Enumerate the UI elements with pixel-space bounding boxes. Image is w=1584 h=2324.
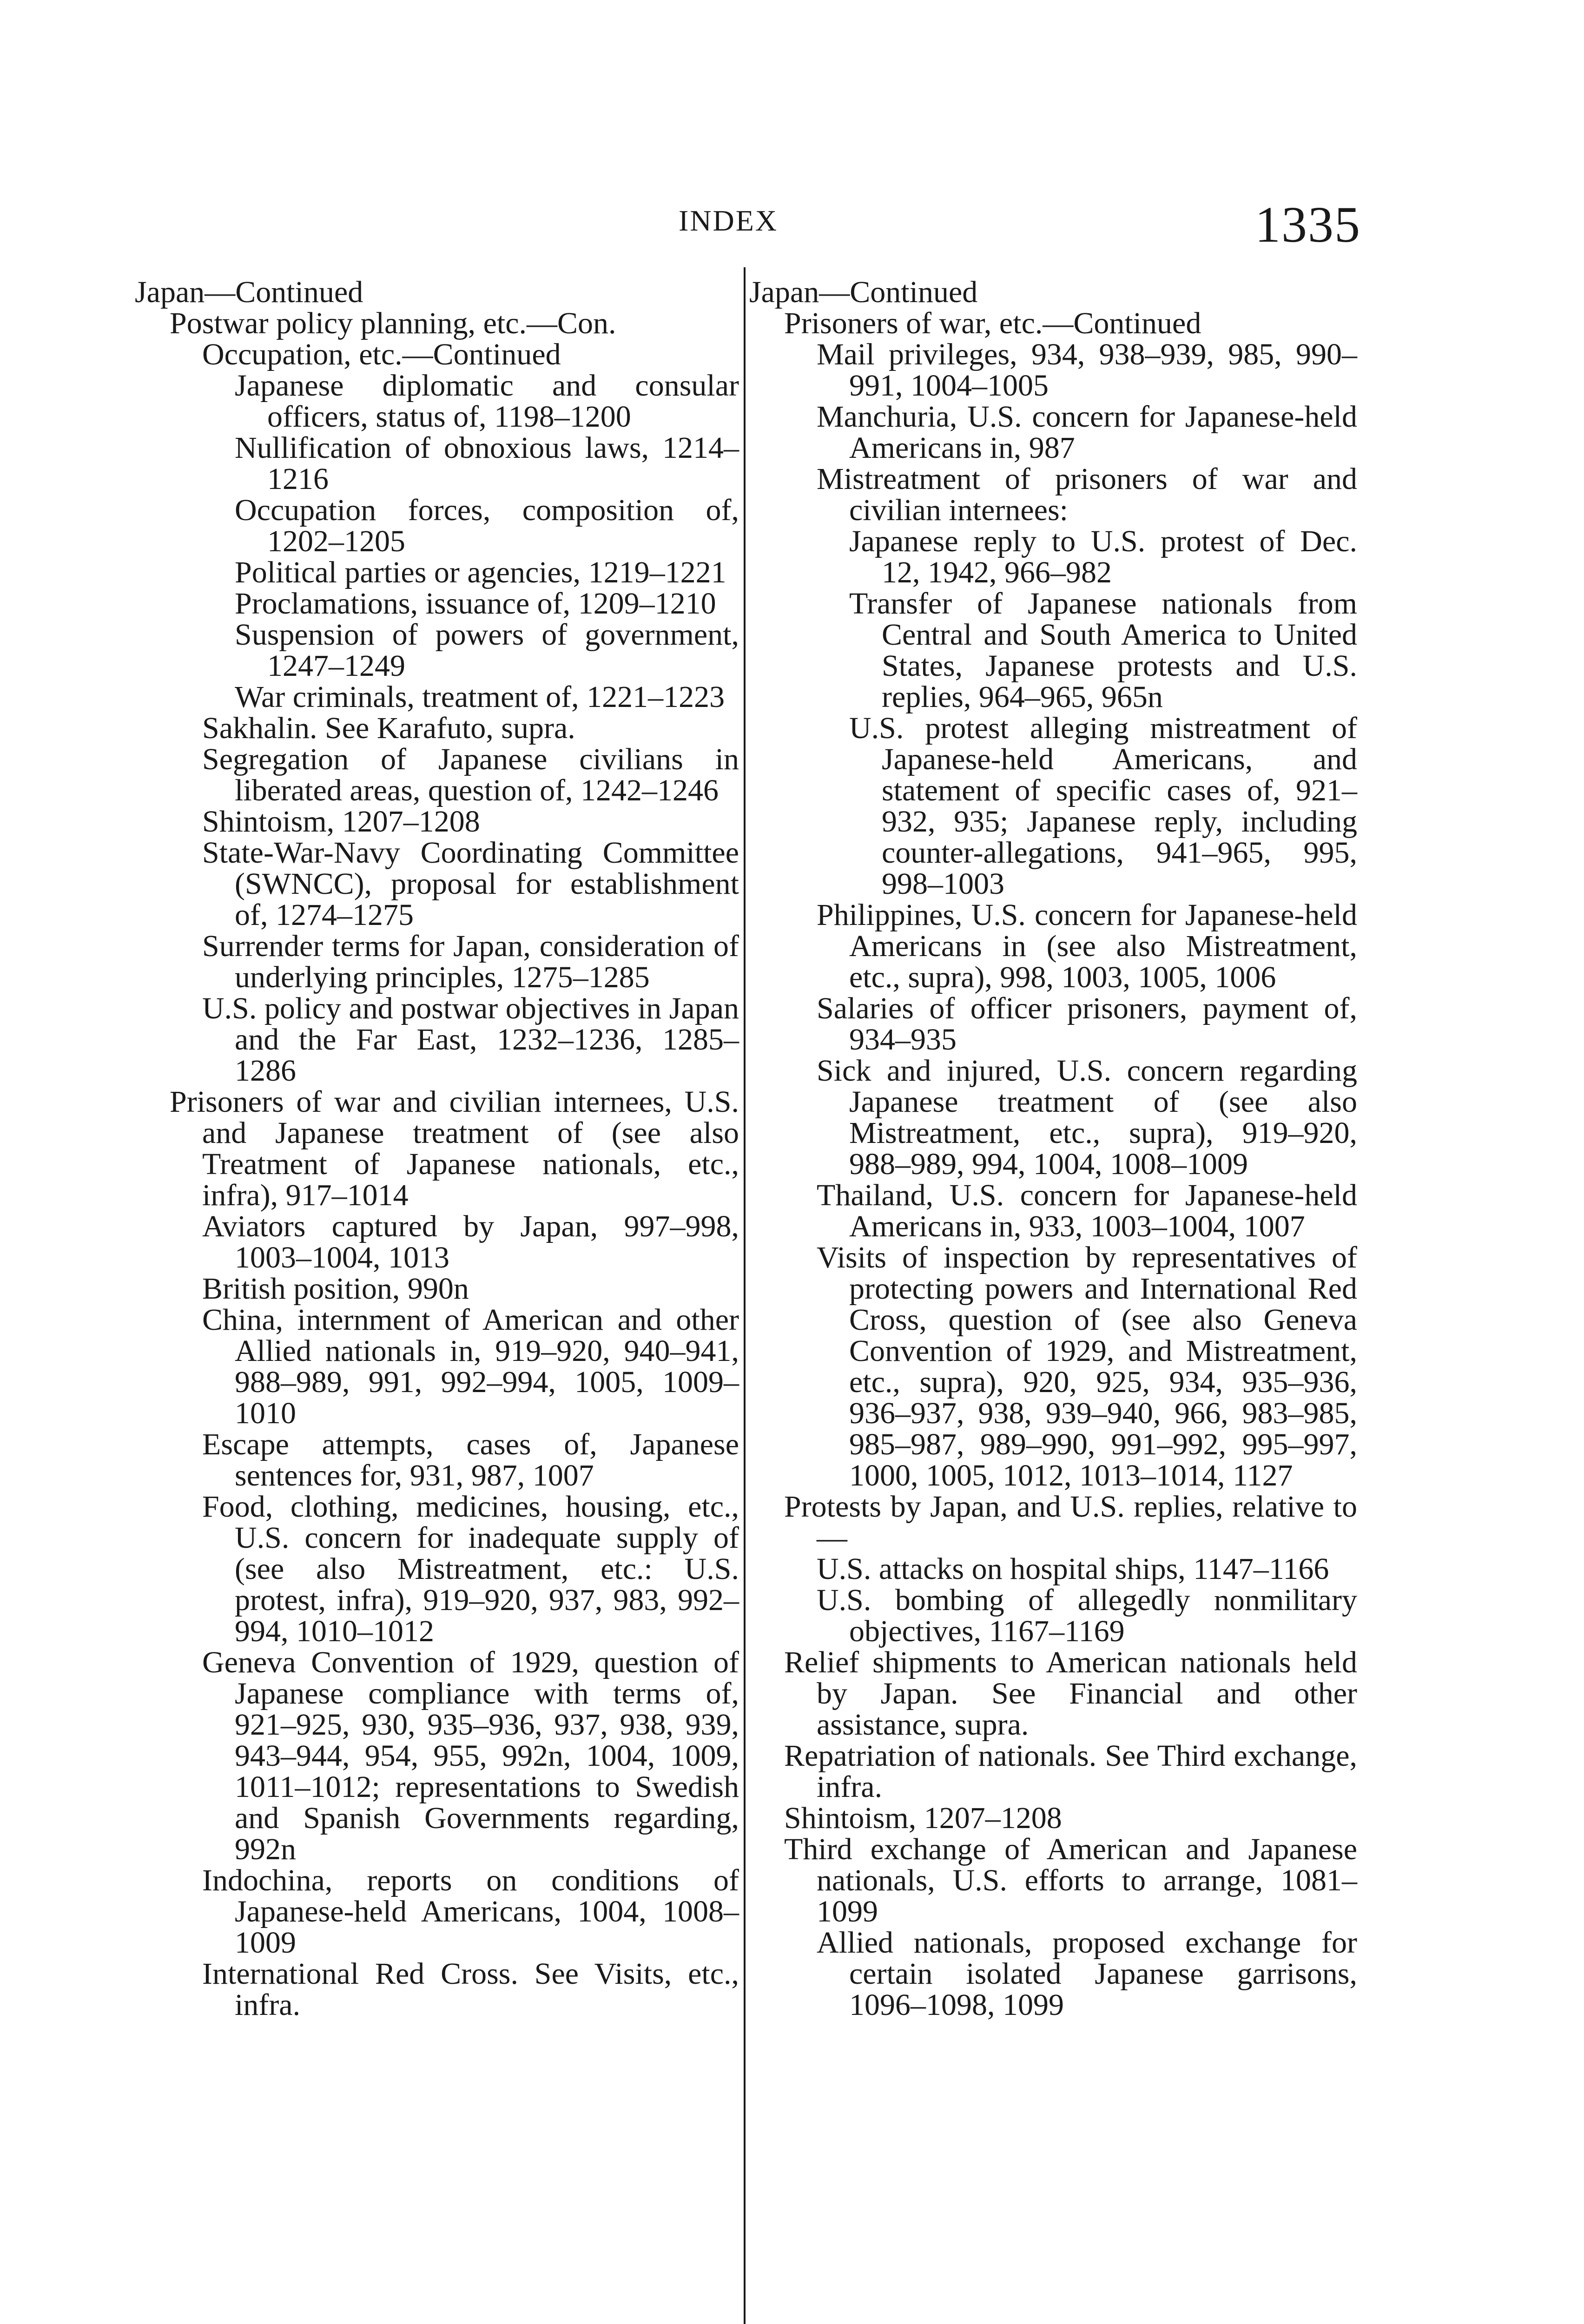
index-entry: Escape attempts, cases of, Japanese sentences for, 931, 987, 1007 — [202, 1427, 739, 1492]
index-entry: Third exchange of American and Japanese nationals, U.S. efforts to arrange, 1081–1099 — [784, 1832, 1357, 1928]
index-entry: Japan—Continued — [749, 275, 978, 309]
index-entry: Shintoism, 1207–1208 — [202, 805, 480, 838]
index-entry: Indochina, reports on conditions of Japanese-held Americans, 1004, 1008–1009 — [202, 1863, 739, 1960]
index-entry: Manchuria, U.S. concern for Japanese-held Americans in, 987 — [817, 400, 1357, 465]
index-entry: Japanese diplomatic and consular officers, status of, 1198–1200 — [235, 369, 739, 434]
index-entry: Geneva Convention of 1929, question of Japanese compliance with terms of, 921–925, 930, 935–936, 937, 938, 939, 943–944, 954, 955, 992n, 1004, 1009, 1011–1012; representations to Swedish and Spanish Governments regarding, 992n — [202, 1645, 739, 1866]
index-entry: China, internment of American and other Allied nationals in, 919–920, 940–941, 988–989, 991, 992–994, 1005, 1009–1010 — [202, 1303, 739, 1430]
index-entry: Mail privileges, 934, 938–939, 985, 990–991, 1004–1005 — [817, 337, 1357, 403]
index-entry: Prisoners of war and civilian internees, U.S. and Japanese treatment of (see also Treatment of Japanese nationals, etc., infra), 917–1014 — [170, 1085, 739, 1212]
index-entry: Japanese reply to U.S. protest of Dec. 12, 1942, 966–982 — [849, 524, 1357, 589]
index-entry: Salaries of officer prisoners, payment of, 934–935 — [817, 991, 1357, 1056]
index-entry: U.S. attacks on hospital ships, 1147–1166 — [817, 1552, 1329, 1586]
index-entry: Occupation, etc.—Continued — [202, 337, 561, 371]
index-entry: Segregation of Japanese civilians in liberated areas, question of, 1242–1246 — [202, 742, 739, 807]
index-entry: U.S. policy and postwar objectives in Japan and the Far East, 1232–1236, 1285–1286 — [202, 991, 739, 1088]
right-index-column — [749, 277, 1357, 2020]
index-entry: Shintoism, 1207–1208 — [784, 1801, 1062, 1835]
page-header — [0, 195, 1584, 256]
index-entry: Postwar policy planning, etc.—Con. — [170, 306, 616, 340]
index-entry: Sick and injured, U.S. concern regarding Japanese treatment of (see also Mistreatment, etc., supra), 919–920, 988–989, 994, 1004, 1008–1009 — [817, 1054, 1357, 1181]
index-entry: Relief shipments to American nationals held by Japan. See Financial and other assistance, supra. — [784, 1645, 1357, 1742]
index-entry: Surrender terms for Japan, consideration of underlying principles, 1275–1285 — [202, 929, 739, 994]
index-entry: Protests by Japan, and U.S. replies, relative to— — [784, 1490, 1357, 1555]
index-entry: Occupation forces, composition of, 1202–1205 — [235, 493, 739, 558]
index-entry: U.S. protest alleging mistreatment of Japanese-held Americans, and statement of specific cases of, 921–932, 935; Japanese reply, including counter-allegations, 941–965, 995, 998–1003 — [849, 711, 1357, 901]
index-entry: Sakhalin. See Karafuto, supra. — [202, 711, 575, 745]
page-number: 1335 — [1255, 196, 1361, 253]
index-entry: British position, 990n — [202, 1272, 469, 1306]
index-entry: Repatriation of nationals. See Third exchange, infra. — [784, 1739, 1357, 1804]
index-entry: Philippines, U.S. concern for Japanese-held Americans in (see also Mistreatment, etc., supra), 998, 1003, 1005, 1006 — [817, 898, 1357, 994]
index-entry: Mistreatment of prisoners of war and civilian internees: — [817, 462, 1357, 527]
index-entry: Japan—Continued — [135, 275, 363, 309]
index-entry: War criminals, treatment of, 1221–1223 — [235, 680, 725, 714]
index-entry: Nullification of obnoxious laws, 1214–1216 — [235, 431, 739, 496]
left-index-column — [135, 277, 739, 2020]
index-entry: Allied nationals, proposed exchange for certain isolated Japanese garrisons, 1096–1098, 1099 — [817, 1926, 1357, 2022]
index-entry: Proclamations, issuance of, 1209–1210 — [235, 587, 716, 621]
index-entry: Food, clothing, medicines, housing, etc., U.S. concern for inadequate supply of (see also Mistreatment, etc.: U.S. protest, infra), 919–920, 937, 983, 992–994, 1010–1012 — [202, 1490, 739, 1648]
index-entry: Prisoners of war, etc.—Continued — [784, 306, 1201, 340]
index-entry: Transfer of Japanese nationals from Central and South America to United States, Japanese protests and U.S. replies, 964–965, 965n — [849, 587, 1357, 714]
index-entry: Visits of inspection by representatives of protecting powers and International Red Cross, question of (see also Geneva Convention of 1929, and Mistreatment, etc., supra), 920, 925, 934, 935–936, 936–937, 938, 939–940, 966, 983–985, 985–987, 989–990, 991–992, 995–997, 1000, 1005, 1012, 1013–1014, 1127 — [817, 1241, 1357, 1492]
index-entry: Suspension of powers of government, 1247–1249 — [235, 618, 739, 683]
index-entry: International Red Cross. See Visits, etc., infra. — [202, 1957, 739, 2022]
index-entry: U.S. bombing of allegedly nonmilitary objectives, 1167–1169 — [817, 1583, 1357, 1648]
running-head: INDEX — [679, 204, 779, 237]
column-divider — [744, 267, 746, 2324]
index-entry: State-War-Navy Coordinating Committee (SWNCC), proposal for establishment of, 1274–1275 — [202, 836, 739, 932]
index-entry: Thailand, U.S. concern for Japanese-held Americans in, 933, 1003–1004, 1007 — [817, 1178, 1357, 1243]
index-entry: Political parties or agencies, 1219–1221 — [235, 555, 726, 589]
index-entry: Aviators captured by Japan, 997–998, 1003–1004, 1013 — [202, 1209, 739, 1274]
